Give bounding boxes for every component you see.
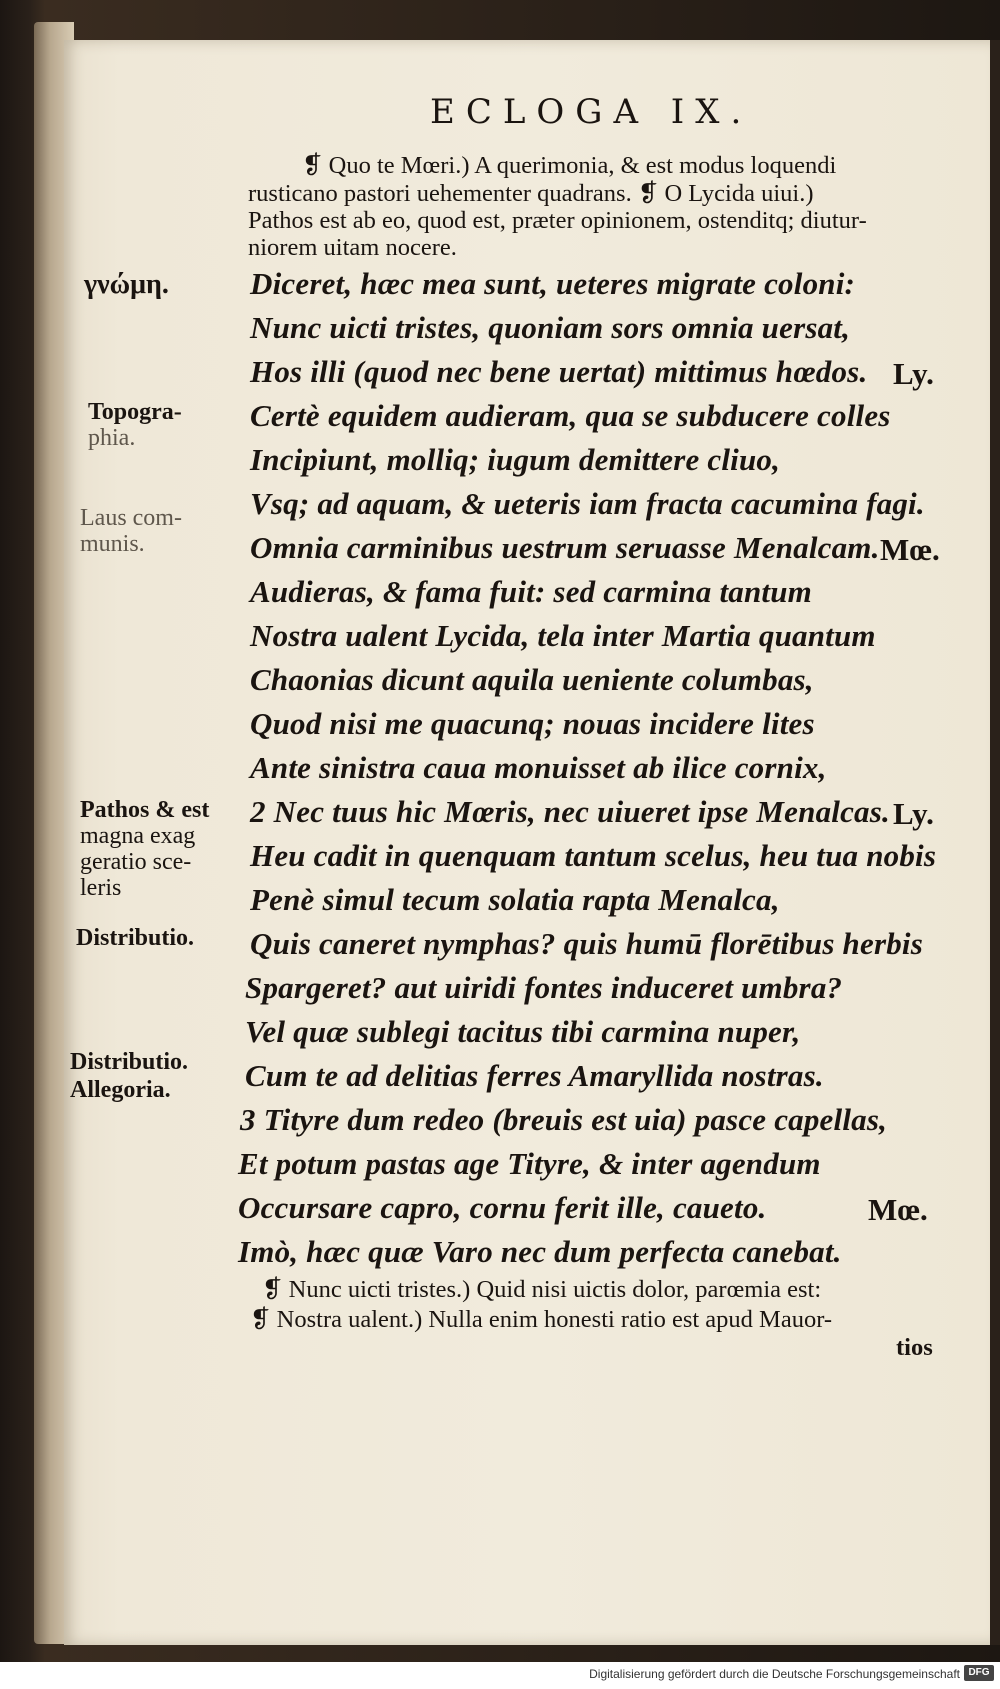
margin-gloss-pathos: geratio sce- xyxy=(80,849,192,875)
note-bottom-line: ❡ Nostra ualent.) Nulla enim honesti ratio est apud Mauor- xyxy=(250,1306,833,1333)
verse-line: Vel quæ sublegi tacitus tibi carmina nuper, xyxy=(245,1014,801,1049)
margin-gloss-pathos: leris xyxy=(80,875,122,901)
margin-gloss-laus: Laus com- xyxy=(80,505,182,531)
note-top-line: ❡ Quo te Mœri.) A querimonia, & est modus loquendi xyxy=(302,152,837,179)
verse-line: Quod nisi me quacunq; nouas incidere lites xyxy=(250,706,815,741)
margin-gloss-gnome: γνώμη. xyxy=(84,269,169,300)
verse-line: Nostra ualent Lycida, tela inter Martia quantum xyxy=(250,618,876,653)
verse-line: Diceret, hæc mea sunt, ueteres migrate coloni: xyxy=(250,266,856,301)
verse-line: 2 Nec tuus hic Mœris, nec uiueret ipse Menalcas. xyxy=(250,794,890,829)
speaker-label: Ly. xyxy=(893,356,935,391)
note-top-line: rusticano pastori uehementer quadrans. ❡ O Lycida uiui.) xyxy=(248,180,814,207)
verse-line: Quis caneret nymphas? quis humū florētibus herbis xyxy=(250,926,924,961)
verse-line: Omnia carminibus uestrum seruasse Menalcam. xyxy=(250,530,880,565)
verse-line: Audieras, & fama fuit: sed carmina tantum xyxy=(250,574,812,609)
dfg-logo-icon: DFG xyxy=(964,1665,994,1681)
margin-gloss-topographia: Topogra- xyxy=(88,399,182,425)
margin-gloss-pathos: Pathos & est xyxy=(80,797,210,823)
margin-gloss-topographia: phia. xyxy=(88,425,136,451)
margin-gloss-pathos: magna exag xyxy=(80,823,196,849)
note-bottom-line: ❡ Nunc uicti tristes.) Quid nisi uictis dolor, parœmia est: xyxy=(262,1276,822,1303)
page-right-edge xyxy=(990,40,1000,1645)
verse-line: Nunc uicti tristes, quoniam sors omnia uersat, xyxy=(250,310,851,345)
margin-gloss-distributio: Distributio. xyxy=(76,925,195,951)
verse-line: Chaonias dicunt aquila ueniente columbas, xyxy=(250,662,814,697)
verse-line: Occursare capro, cornu ferit ille, caueto. xyxy=(238,1190,767,1225)
verse-line: Et potum pastas age Tityre, & inter agendum xyxy=(238,1146,821,1181)
note-top-line: Pathos est ab eo, quod est, præter opinionem, ostenditq; diutur- xyxy=(248,207,867,234)
verse-line: 3 Tityre dum redeo (breuis est uia) pasce capellas, xyxy=(240,1102,888,1137)
speaker-label: Ly. xyxy=(893,796,935,831)
verse-line: Penè simul tecum solatia rapta Menalca, xyxy=(250,882,780,917)
note-bottom-line: tios xyxy=(896,1334,933,1361)
verse-line: Imò, hæc quæ Varo nec dum perfecta canebat. xyxy=(238,1234,842,1269)
note-top-line: niorem uitam nocere. xyxy=(248,234,457,261)
footer-credit: Digitalisierung gefördert durch die Deutsche Forschungsgemeinschaft xyxy=(589,1667,960,1681)
speaker-label: Mœ. xyxy=(868,1192,928,1227)
verse-line: Incipiunt, molliq; iugum demittere cliuo, xyxy=(250,442,781,477)
running-head: ECLOGA IX. xyxy=(430,92,753,132)
verse-line: Certè equidem audieram, qua se subducere colles xyxy=(250,398,891,433)
verse-line: Heu cadit in quenquam tantum scelus, heu tua nobis xyxy=(250,838,937,873)
verse-line: Spargeret? aut uiridi fontes induceret umbra? xyxy=(245,970,843,1005)
margin-gloss-distributio: Distributio. xyxy=(70,1049,189,1075)
speaker-label: Mœ. xyxy=(880,532,940,567)
verse-line: Cum te ad delitias ferres Amaryllida nostras. xyxy=(245,1058,824,1093)
verse-line: Hos illi (quod nec bene uertat) mittimus hœdos. xyxy=(250,354,868,389)
margin-gloss-allegoria: Allegoria. xyxy=(70,1077,171,1103)
verse-line: Vsq; ad aquam, & ueteris iam fracta cacumina fagi. xyxy=(250,486,925,521)
verse-line: Ante sinistra caua monuisset ab ilice cornix, xyxy=(250,750,827,785)
margin-gloss-laus: munis. xyxy=(80,531,145,557)
